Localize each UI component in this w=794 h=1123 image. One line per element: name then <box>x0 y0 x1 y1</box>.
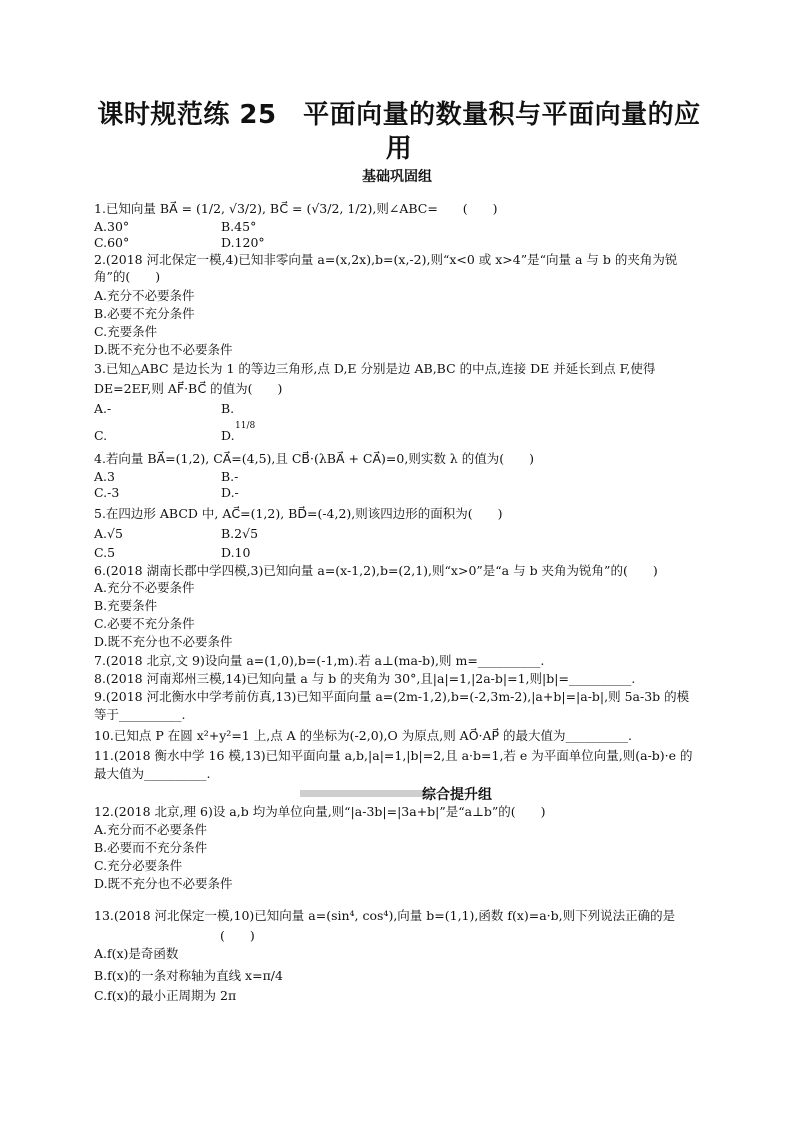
question-4-stem: 4.若向量 BA⃗=(1,2), CA⃗=(4,5),且 CB⃗·(λBA⃗ + CA⃗)=0,则实数 λ 的值为( ) <box>94 451 534 466</box>
question-2-option-a: A.充分不必要条件 <box>94 288 195 303</box>
question-5-stem: 5.在四边形 ABCD 中, AC⃗=(1,2), BD⃗=(-4,2),则该四边形的面积为( ) <box>94 506 503 521</box>
question-3-stem-line1: 3.已知△ABC 是边长为 1 的等边三角形,点 D,E 分别是边 AB,BC 的中点,连接 DE 并延长到点 F,使得 <box>94 361 656 376</box>
question-11-line2: 最大值为__________. <box>94 766 211 781</box>
question-3-option-d: D. <box>221 428 235 443</box>
question-12-option-a: A.充分而不必要条件 <box>94 822 208 837</box>
question-9-line1: 9.(2018 河北衡水中学考前仿真,13)已知平面向量 a=(2m-1,2),b=(-2,3m-2),|a+b|=|a-b|,则 5a-3b 的模 <box>94 689 690 704</box>
question-4-option-d: D.- <box>221 485 239 500</box>
page-title-line2: 用 <box>385 134 413 164</box>
question-1-stem: 1.已知向量 BA⃗ = (1/2, √3/2), BC⃗ = (√3/2, 1/2),则∠ABC= ( ) <box>94 201 498 216</box>
question-5-option-d: D.10 <box>221 545 251 560</box>
question-8: 8.(2018 河南郑州三模,14)已知向量 a 与 b 的夹角为 30°,且|a|=1,|2a-b|=1,则|b|=__________. <box>94 671 636 686</box>
question-3-option-b: B. <box>221 401 235 416</box>
section-heading-basic: 基础巩固组 <box>362 169 432 185</box>
question-4-option-a: A.3 <box>94 469 115 484</box>
question-9-line2: 等于__________. <box>94 707 186 722</box>
question-3-option-a: A.- <box>94 401 112 416</box>
question-13-option-a: A.f(x)是奇函数 <box>94 946 179 961</box>
question-12-stem: 12.(2018 北京,理 6)设 a,b 均为单位向量,则“|a-3b|=|3a+b|”是“a⊥b”的( ) <box>94 804 546 819</box>
question-13-option-c: C.f(x)的最小正周期为 2π <box>94 988 237 1003</box>
question-6-stem: 6.(2018 湖南长郡中学四模,3)已知向量 a=(x-1,2),b=(2,1),则“x>0”是“a 与 b 夹角为锐角”的( ) <box>94 563 658 578</box>
question-2-stem-line1: 2.(2018 河北保定一模,4)已知非零向量 a=(x,2x),b=(x,-2),则“x<0 或 x>4”是“向量 a 与 b 的夹角为锐 <box>94 252 678 267</box>
question-12-option-d: D.既不充分也不必要条件 <box>94 876 233 891</box>
question-11-line1: 11.(2018 衡水中学 16 模,13)已知平面向量 a,b,|a|=1,|b|=2,且 a·b=1,若 e 为平面单位向量,则(a-b)·e 的 <box>94 748 693 763</box>
section-heading-advanced: 综合提升组 <box>422 787 492 803</box>
page-title-line1: 课时规范练 25 平面向量的数量积与平面向量的应 <box>97 100 701 130</box>
question-13-answer-paren: ( ) <box>220 928 255 943</box>
question-1-option-b: B.45° <box>221 219 257 234</box>
question-5-option-c: C.5 <box>94 545 116 560</box>
question-1-option-d: D.120° <box>221 235 265 250</box>
question-3-option-c: C. <box>94 428 108 443</box>
question-10: 10.已知点 P 在圆 x²+y²=1 上,点 A 的坐标为(-2,0),O 为原点,则 AO⃗·AP⃗ 的最大值为__________. <box>94 728 633 743</box>
question-2-stem-line2: 角”的( ) <box>94 269 161 284</box>
question-3-stem-line2: DE=2EF,则 AF⃗·BC⃗ 的值为( ) <box>94 381 283 396</box>
question-2-option-b: B.必要不充分条件 <box>94 306 195 321</box>
question-13-stem: 13.(2018 河北保定一模,10)已知向量 a=(sin⁴, cos⁴),向量 b=(1,1),函数 f(x)=a·b,则下列说法正确的是 <box>94 908 676 923</box>
question-4-option-c: C.-3 <box>94 485 120 500</box>
question-12-option-c: C.充分必要条件 <box>94 858 183 873</box>
question-13-option-b: B.f(x)的一条对称轴为直线 x=π/4 <box>94 968 283 983</box>
question-1-option-c: C.60° <box>94 235 130 250</box>
question-6-option-b: B.充要条件 <box>94 598 158 613</box>
question-6-option-c: C.必要不充分条件 <box>94 616 195 631</box>
question-2-option-c: C.充要条件 <box>94 324 158 339</box>
question-5-option-a: A.√5 <box>94 526 123 541</box>
question-6-option-d: D.既不充分也不必要条件 <box>94 634 233 649</box>
question-2-option-d: D.既不充分也不必要条件 <box>94 342 233 357</box>
question-3-option-d-fraction: 11/8 <box>235 421 256 431</box>
question-12-option-b: B.必要而不充分条件 <box>94 840 208 855</box>
question-4-option-b: B.- <box>221 469 239 484</box>
question-7: 7.(2018 北京,文 9)设向量 a=(1,0),b=(-1,m).若 a⊥(ma-b),则 m=__________. <box>94 653 545 668</box>
question-6-option-a: A.充分不必要条件 <box>94 580 195 595</box>
question-5-option-b: B.2√5 <box>221 526 259 541</box>
question-1-option-a: A.30° <box>94 219 130 234</box>
